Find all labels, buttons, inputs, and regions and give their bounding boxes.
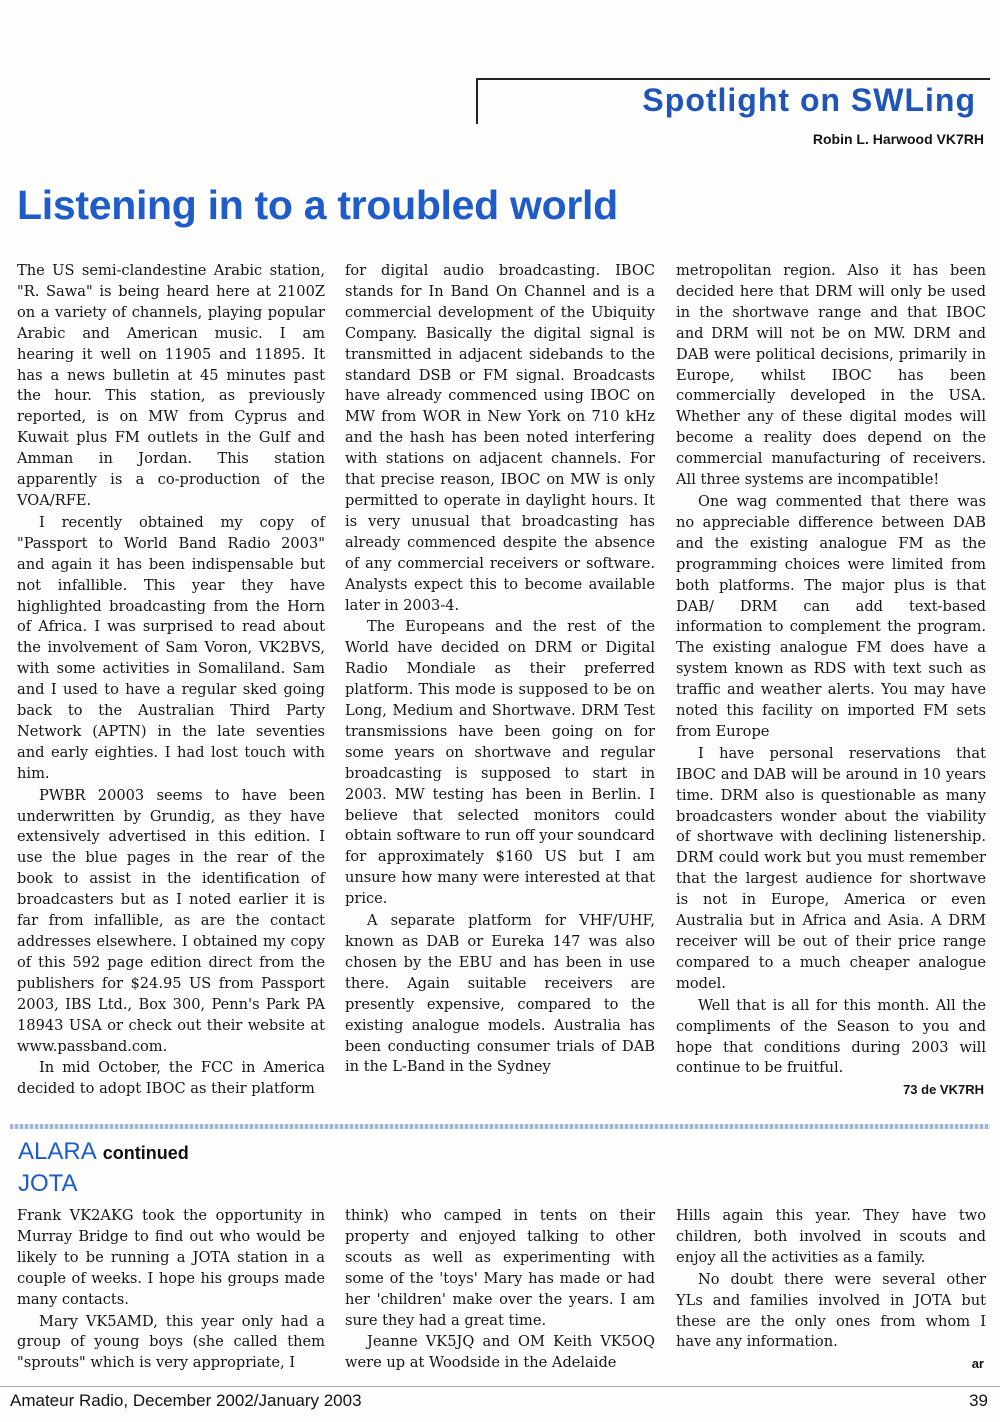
section-divider <box>10 1124 990 1129</box>
paragraph: Frank VK2AKG took the opportunity in Murray Bridge to find out who would be likely to be running a JOTA station in a couple of weeks. I hope his groups made many contacts. <box>17 1207 325 1308</box>
paragraph: The Europeans and the rest of the World have decided on DRM or Digital Radio Mondiale as their preferred platform. This mode is supposed to be on Long, Medium and Shortwave. DRM Test transmissions have been going on for some years on shortwave and regular broadcasting is supposed to start in 2003. MW testing has been in Berlin. I believe that selected monitors could obtain software to run off your soundcard for approximately $160 US but I am unsure how many were interested at that price. <box>345 618 655 908</box>
article-column-1 <box>17 261 325 1100</box>
paragraph: think) who camped in tents on their property and enjoyed talking to other scouts as well as experimenting with some of the 'toys' Mary has made or had her 'children' make over the years. I am sure they had a great time. <box>345 1207 655 1329</box>
footer-rule <box>0 1386 1000 1387</box>
byline: Robin L. Harwood VK7RH <box>812 131 984 147</box>
paragraph: for digital audio broadcasting. IBOC stands for In Band On Channel and is a commercial development of the Ubiquity Company. Basically the digital signal is transmitted in adjacent sidebands to the standard DSB or FM signal. Broadcasts have already commenced using IBOC on MW from WOR in New York on 710 kHz and the hash has been noted interfering with stations on adjacent channels. For that precise reason, IBOC on MW is only permitted to operate in daylight hours. It is very unusual that broadcasting has already commenced despite the absence of any commercial receivers or software. Analysts expect this to become available later in 2003-4. <box>345 262 655 614</box>
article-signoff: 73 de VK7RH <box>903 1082 984 1097</box>
paragraph: The US semi-clandestine Arabic station, "R. Sawa" is being heard here at 2100Z on a variety of channels, playing popular Arabic and American music. I am hearing it well on 11905 and 11895. It has a news bulletin at 45 minutes past the hour. This station, as previously reported, is on MW from Cyprus and Kuwait plus FM outlets in the Gulf and Amman in Jordan. This station apparently is a co-production of the VOA/RFE. <box>17 262 325 509</box>
article-headline: Listening in to a troubled world <box>17 182 618 228</box>
alara-column-3 <box>676 1206 986 1353</box>
section-header-box <box>476 78 990 124</box>
article-column-2 <box>345 261 655 1078</box>
footer-publication: Amateur Radio, December 2002/January 2003 <box>10 1391 362 1410</box>
paragraph: In mid October, the FCC in America decided to adopt IBOC as their platform <box>17 1059 325 1098</box>
article-column-3 <box>676 261 986 1079</box>
paragraph: Mary VK5AMD, this year only had a group of young boys (she called them "sprouts" which is very appropriate, I <box>17 1312 325 1372</box>
paragraph: I recently obtained my copy of "Passport to World Band Radio 2003" and again it has been indispensable but not infallible. This year they have highlighted broadcasting from the Horn of Africa. I was surprised to read about the involvement of Sam Voron, VK2BVS, with some activities in Somaliland. Sam and I used to have a regular sked going back to the Australian Third Party Network (APTN) in the late seventies and early eighties. I had lost touch with him. <box>17 513 325 782</box>
paragraph: No doubt there were several other YLs and families involved in JOTA but these are the only ones from whom I have any information. <box>676 1270 986 1351</box>
paragraph: A separate platform for VHF/UHF, known as DAB or Eureka 147 was also chosen by the EBU and has been in use there. Again suitable receivers are presently expensive, compared to the existing analogue models. Australia has been conducting consumer trials of DAB in the L-Band in the Sydney <box>345 912 655 1076</box>
section-title: Spotlight on SWLing <box>642 82 976 118</box>
jota-subheading: JOTA <box>18 1170 78 1197</box>
page-number: 39 <box>969 1391 988 1410</box>
paragraph: Well that is all for this month. All the compliments of the Season to you and hope that conditions during 2003 will continue to be fruitful. <box>676 996 986 1077</box>
alara-column-1 <box>17 1206 325 1374</box>
alara-continued-label: continued <box>102 1143 189 1163</box>
end-mark: ar <box>971 1356 984 1371</box>
alara-heading <box>18 1138 189 1166</box>
paragraph: Hills again this year. They have two children, both involved in scouts and enjoy all the activities as a family. <box>676 1207 986 1266</box>
paragraph: One wag commented that there was no appreciable difference between DAB and the existing analogue FM as the programming choices were limited from both platforms. The major plus is that DAB/ DRM can add text-based information to complement the program. The existing analogue FM does have a system known as RDS with text such as traffic and weather alerts. You may have noted this facility on imported FM sets from Europe <box>676 492 986 740</box>
alara-column-2 <box>345 1206 655 1374</box>
paragraph: metropolitan region. Also it has been decided here that DRM will only be used in the shortwave range and that IBOC and DRM will not be on MW. DRM and DAB were political decisions, primarily in Europe, whilst IBOC has been commercially developed in the USA. Whether any of these digital modes will become a reality does depend on the commercial manufacturing of receivers. All three systems are incompatible! <box>676 262 986 489</box>
paragraph: PWBR 20003 seems to have been underwritten by Grundig, as they have extensively advertised in this edition. I use the blue pages in the rear of the book to assist in the identification of broadcasters but as I noted earlier it is far from infallible, as are the contact addresses elsewhere. I obtained my copy of this 592 page edition direct from the publishers for $24.95 US from Passport 2003, IBS Ltd., Box 300, Penn's Park PA 18943 USA or check out their website at www.passband.com. <box>17 786 325 1055</box>
alara-title: ALARA <box>18 1138 97 1165</box>
paragraph: Jeanne VK5JQ and OM Keith VK5OQ were up at Woodside in the Adelaide <box>345 1333 655 1372</box>
paragraph: I have personal reservations that IBOC and DAB will be around in 10 years time. DRM also is questionable as many broadcasters wonder about the viability of shortwave with declining listenership. DRM could work but you must remember that the largest audience for shortwave is not in Europe, America or even Australia but in Africa and Asia. A DRM receiver will be out of their price range compared to a much cheaper analogue model. <box>676 744 986 992</box>
